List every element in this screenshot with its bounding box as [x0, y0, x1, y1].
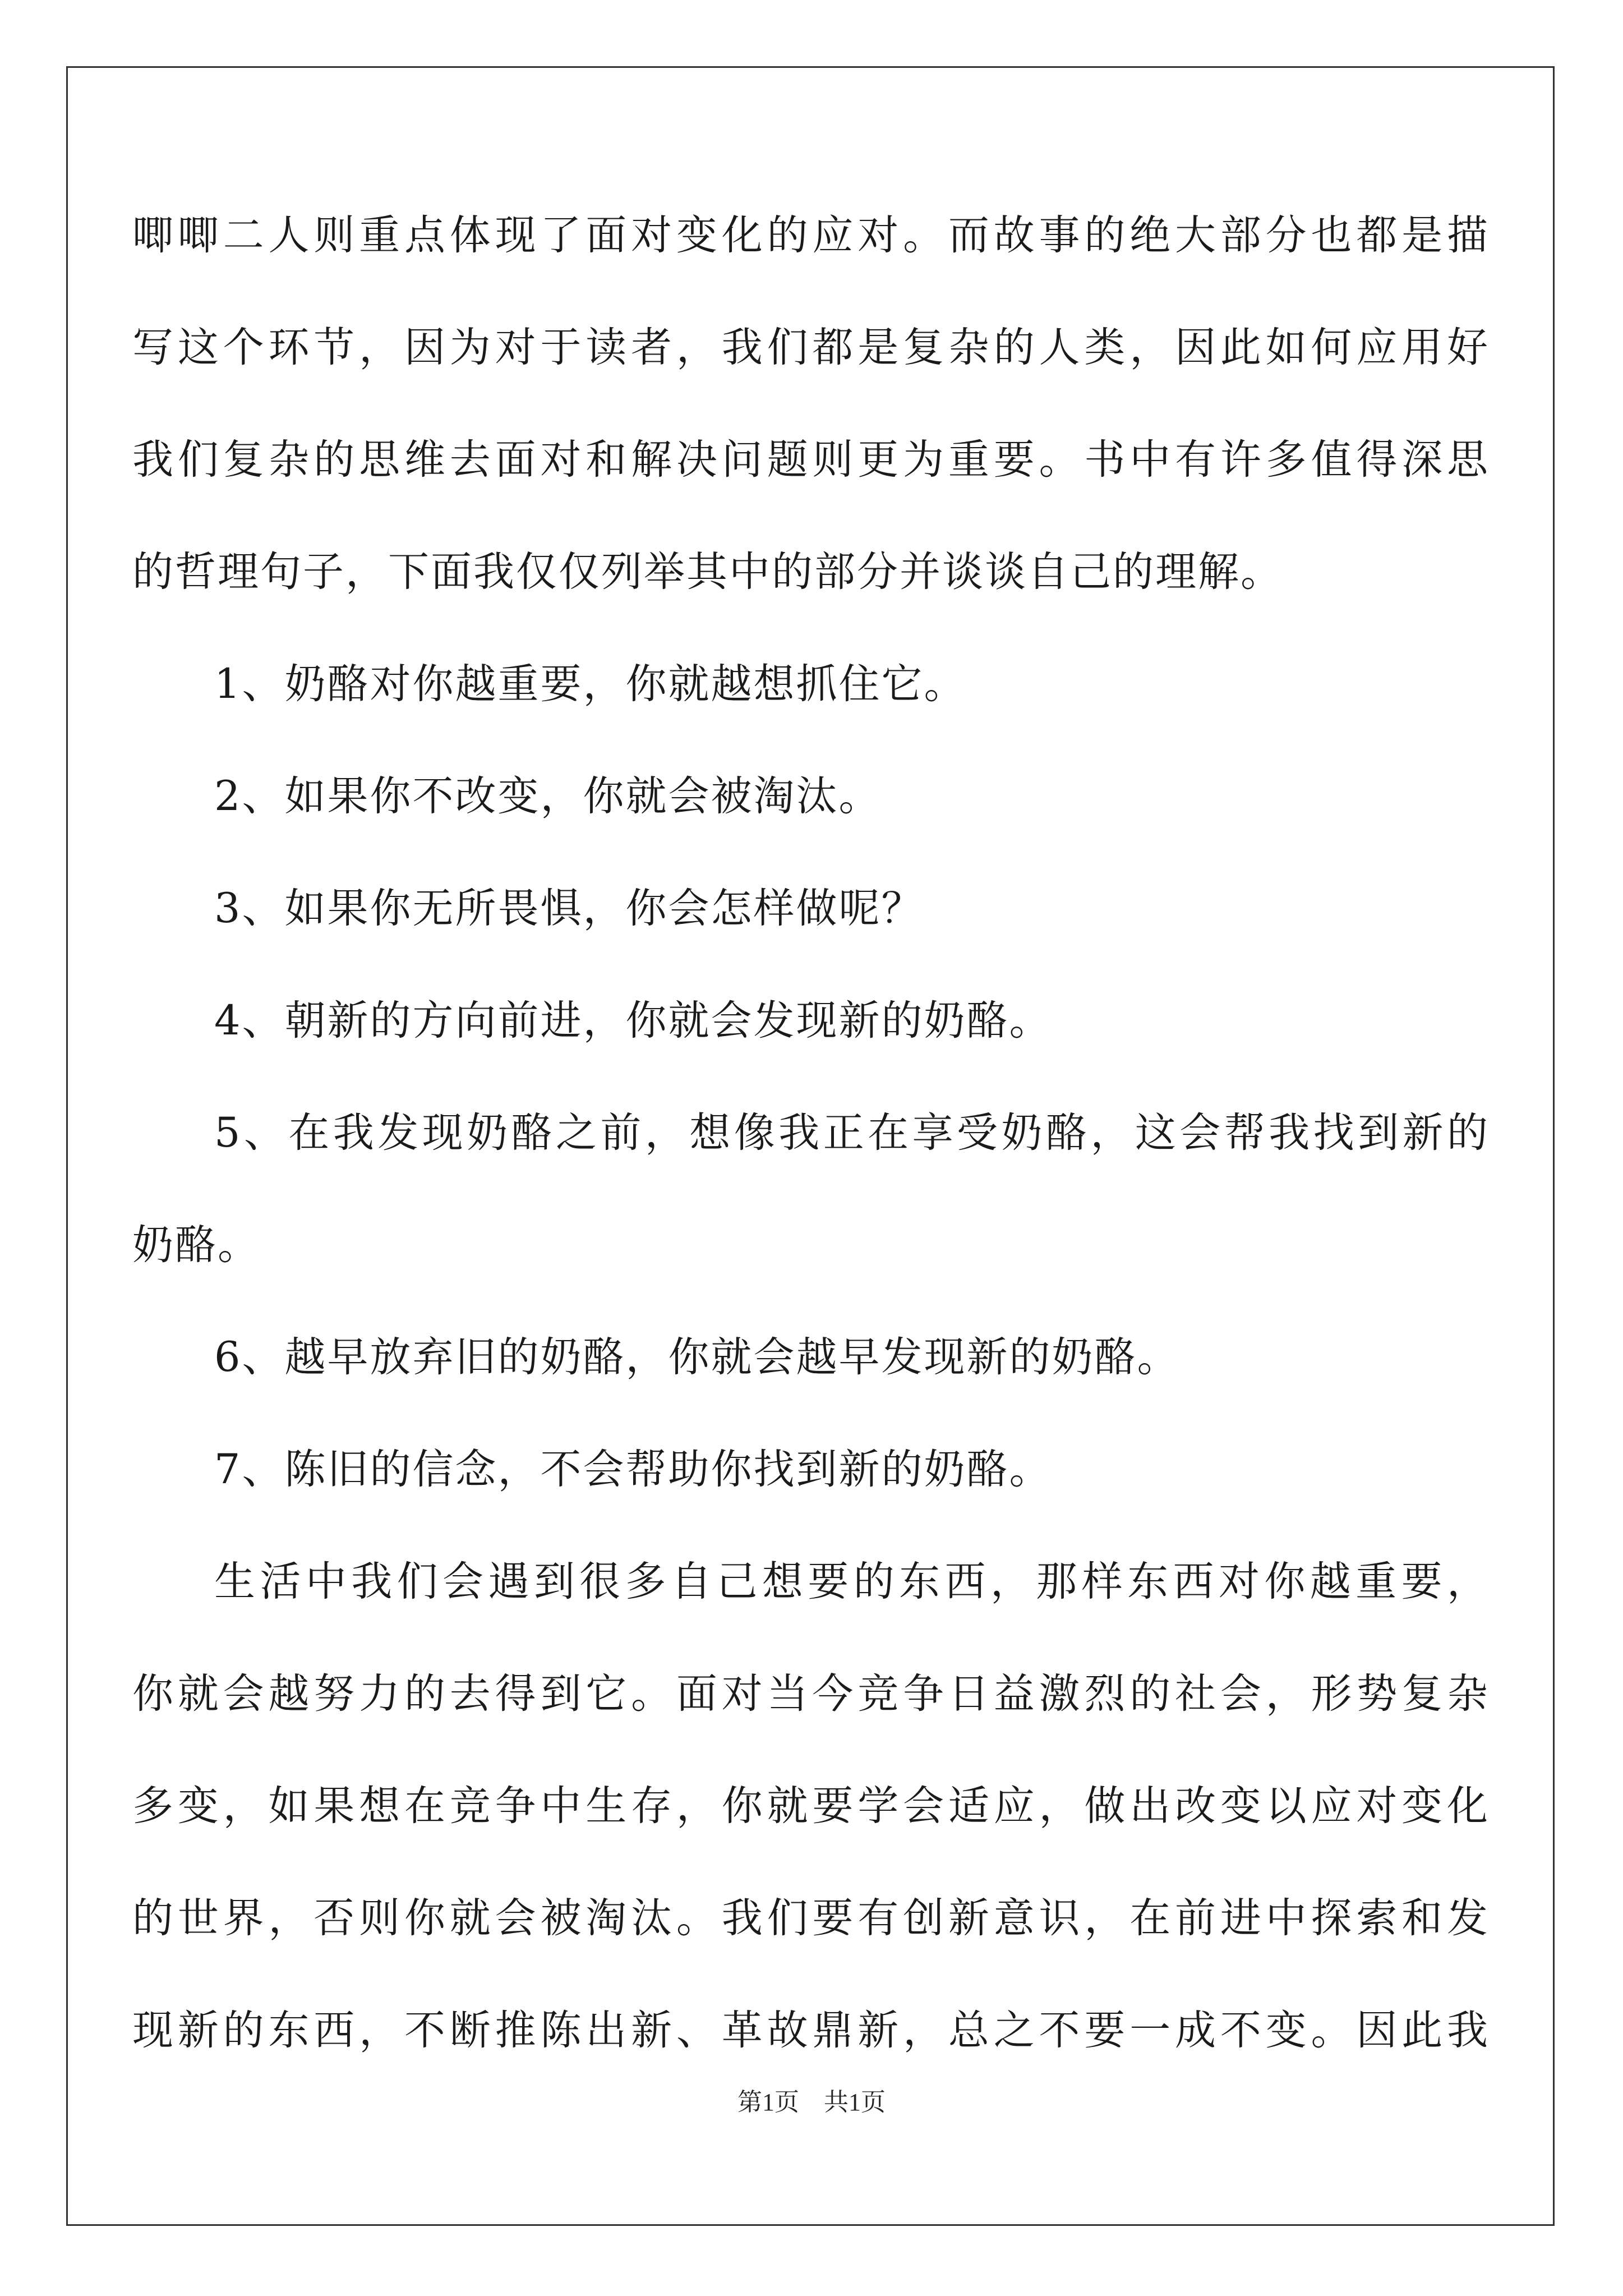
list-item: 5、在我发现奶酪之前，想像我正在享受奶酪，这会帮我找到新的 — [214, 1109, 1490, 1157]
page-number-footer: 第1页 共1页 — [737, 2088, 886, 2116]
text-line: 的哲理句子，下面我仅仅列举其中的部分并谈谈自己的理解。 — [132, 548, 1283, 596]
text-line: 奶酪。 — [132, 1221, 260, 1269]
paragraph-start: 生活中我们会遇到很多自己想要的东西，那样东西对你越重要， — [214, 1558, 1490, 1605]
text-line: 我们复杂的思维去面对和解决问题则更为重要。书中有许多值得深思 — [132, 436, 1490, 484]
list-item: 2、如果你不改变，你就会被淘汰。 — [214, 772, 882, 820]
document-body — [132, 208, 1490, 2115]
text-line: 唧唧二人则重点体现了面对变化的应对。而故事的绝大部分也都是描 — [132, 211, 1490, 259]
list-item: 4、朝新的方向前进，你就会发现新的奶酪。 — [214, 997, 1052, 1045]
text-line: 现新的东西，不断推陈出新、革故鼎新，总之不要一成不变。因此我 — [132, 2007, 1490, 2054]
text-line: 写这个环节，因为对于读者，我们都是复杂的人类，因此如何应用好 — [132, 324, 1490, 371]
list-item: 7、陈旧的信念，不会帮助你找到新的奶酪。 — [214, 1446, 1052, 1493]
list-item: 6、越早放弃旧的奶酪，你就会越早发现新的奶酪。 — [214, 1333, 1180, 1381]
text-line: 的世界，否则你就会被淘汰。我们要有创新意识，在前进中探索和发 — [132, 1894, 1490, 1942]
list-item: 1、奶酪对你越重要，你就越想抓住它。 — [214, 660, 967, 708]
list-item: 3、如果你无所畏惧，你会怎样做呢？ — [214, 885, 924, 932]
text-line: 你就会越努力的去得到它。面对当今竞争日益激烈的社会，形势复杂 — [132, 1670, 1490, 1718]
text-line: 多变，如果想在竞争中生存，你就要学会适应，做出改变以应对变化 — [132, 1782, 1490, 1830]
